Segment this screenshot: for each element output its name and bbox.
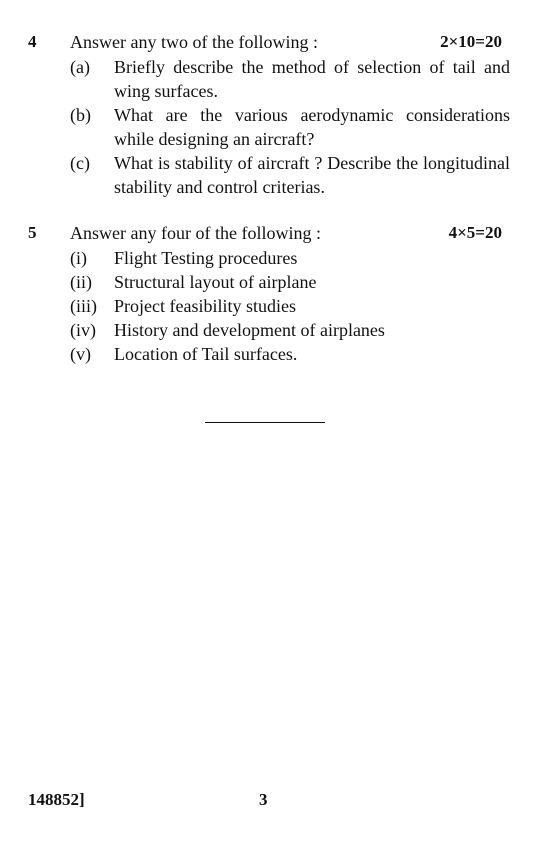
end-divider — [205, 422, 325, 423]
question-item — [70, 294, 510, 318]
question-number: 5 — [28, 223, 37, 242]
question-item — [70, 151, 510, 199]
item-text: Structural layout of airplane — [114, 272, 317, 292]
paper-code: 148852] — [28, 790, 85, 809]
question-item — [70, 55, 510, 103]
item-text: History and development of airplanes — [114, 320, 385, 340]
item-text: What is stability of aircraft ? Describe the longitudinal stability and control criterias. — [114, 153, 510, 197]
question-instruction: Answer any two of the following : — [70, 32, 318, 52]
item-text: Project feasibility studies — [114, 296, 296, 316]
question-item — [70, 318, 510, 342]
question-item — [70, 270, 510, 294]
question-marks: 4×5=20 — [448, 223, 502, 242]
item-text: Briefly describe the method of selection of tail and wing surfaces. — [114, 57, 510, 101]
item-text: Flight Testing procedures — [114, 248, 298, 268]
page-number: 3 — [259, 790, 268, 809]
item-text: What are the various aerodynamic considerations while designing an aircraft? — [114, 105, 510, 149]
item-text: Location of Tail surfaces. — [114, 344, 298, 364]
question-marks: 2×10=20 — [440, 32, 502, 51]
question-item — [70, 342, 510, 366]
question-instruction: Answer any four of the following : — [70, 223, 321, 243]
question-number: 4 — [28, 32, 37, 51]
question-item — [70, 246, 510, 270]
item-label: (i) — [70, 248, 87, 268]
item-label: (iii) — [70, 296, 97, 316]
item-label: (b) — [70, 105, 91, 125]
item-label: (a) — [70, 57, 90, 77]
item-label: (c) — [70, 153, 90, 173]
item-label: (ii) — [70, 272, 92, 292]
item-label: (iv) — [70, 320, 96, 340]
question-item — [70, 103, 510, 151]
item-label: (v) — [70, 344, 91, 364]
